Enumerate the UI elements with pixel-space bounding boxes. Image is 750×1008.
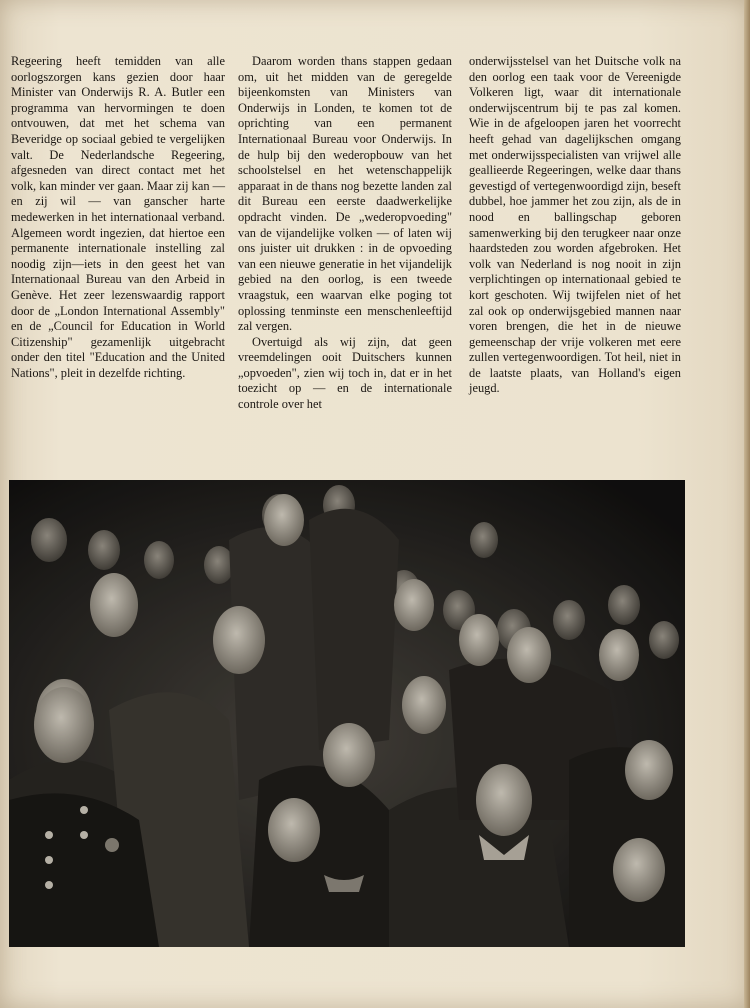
photo-illustration xyxy=(9,480,685,947)
paragraph: Regeering heeft temidden van alle oorlogszorgen kans gezien door haar Minister van Onderwijs R. A. Butler een programma van hervormingen te doen ontvouwen, dat met het schema van Beveridge op sociaal gebied te vergelijken valt. De Nederlandsche Regeering, afgesneden van direct contact met het volk, kan minder ver gaan. Maar zij kan — en zij wil — van ganscher harte medewerken in het internationaal verband. Algemeen wordt ingezien, dat hiertoe een permanente internationale instelling zal noodig zijn—iets in den geest het van Internationaal Bureau van den Arbeid in Genève. Het zeer lezenswaardig rapport door de „London International Assembly" en de „Council for Education in World Citizenship" gezamenlijk uitgebracht onder den titel "Education and the United Nations", pleit in dezelfde richting. xyxy=(11,54,226,380)
text-column-2 xyxy=(238,54,452,413)
text-column-3 xyxy=(469,54,681,397)
paragraph: Overtuigd als wij zijn, dat geen vreemdelingen ooit Duitschers kunnen „opvoeden", zien wij toch in, dat er in het toezicht op — en de internationale controle over het xyxy=(238,334,452,412)
paragraph: Daarom worden thans stappen gedaan om, uit het midden van de geregelde bijeenkomsten van Ministers van Onderwijs in Londen, te komen tot de oprichting van een permanent Internationaal Bureau voor Onderwijs. In de hulp bij den wederopbouw van het schoolstelsel en het wetenschappelijk apparaat in de thans nog bezette landen zal dit Bureau een eerste daadwerkelijke opdracht vinden. De „wederopvoeding" van de vijandelijke volken — of laten wij ons juister uit drukken : in de opvoeding van een nieuwe generatie in het vijandelijk gebied na den oorlog, is een tweede vraagstuk, een waarvan elke poging tot oplossing tenminste een menschenleeftijd zal vergen. xyxy=(238,54,452,334)
text-column-1 xyxy=(11,54,225,381)
paragraph: onderwijsstelsel van het Duitsche volk na den oorlog een taak voor de Vereenigde Volkeren ligt, waar dit internationale onderwijscentrum bij te pas zal komen. Wie in de afgeloopen jaren het voorrecht heeft gehad van dagelijkschen omgang met onderwijsspecialisten van vrijwel alle geallieerde Regeeringen, welke daar thans gevestigd of vertegenwoordigd zijn, beseft dubbel, hoe jammer het zou zijn, als de in nood en ballingschap geboren samenwerking bij den terugkeer naar onze haardsteden zou worden afgebroken. Het volk van Nederland is nog nooit in zijn verplichtingen op internationaal gebied te kort geschoten. Wij twijfelen niet of het zal ook op onderwijsgebied mannen naar voren brengen, die het in de nieuwe gemeenschap der vrije volkeren met eere zullen vertegenwoordigen. Tot heil, niet in de laatste plaats, van Holland's eigen jeugd. xyxy=(469,54,681,396)
page-edge xyxy=(744,0,750,1008)
crowd-photograph xyxy=(9,480,685,947)
